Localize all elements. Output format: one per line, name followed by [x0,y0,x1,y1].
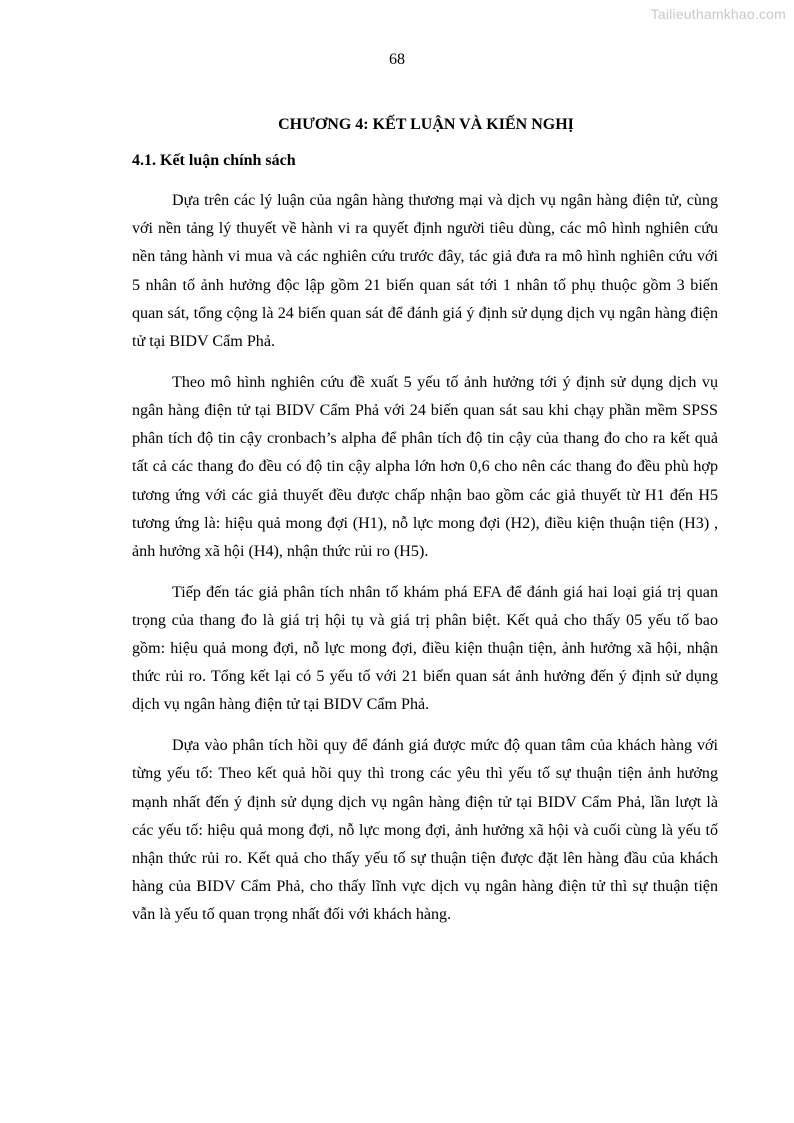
document-body [132,187,718,942]
watermark: Tailieuthamkhao.com [650,6,786,22]
paragraph-4: Dựa vào phân tích hồi quy để đánh giá được mức độ quan tâm của khách hàng với từng yếu tố: Theo kết quả hồi quy thì trong các yêu thì yếu tố sự thuận tiện ảnh hưởng mạnh nhất đến ý định sử dụng dịch vụ ngân hàng điện tử tại BIDV Cẩm Phả, lần lượt là các yếu tố: hiệu quả mong đợi, nỗ lực mong đợi, ảnh hưởng xã hội và cuối cùng là yếu tố nhận thức rủi ro. Kết quả cho thấy yếu tố sự thuận tiện được đặt lên hàng đầu của khách hàng của BIDV Cẩm Phả, cho thấy lĩnh vực dịch vụ ngân hàng điện tử thì sự thuận tiện vẫn là yếu tố quan trọng nhất đối với khách hàng. [132,737,718,924]
chapter-title: CHƯƠNG 4: KẾT LUẬN VÀ KIẾN NGHỊ [278,116,574,133]
paragraph-3: Tiếp đến tác giả phân tích nhân tố khám phá EFA để đánh giá hai loại giá trị quan trọng của thang đo là giá trị hội tụ và giá trị phân biệt. Kết quả cho thấy 05 yếu tố bao gồm: hiệu quả mong đợi, nỗ lực mong đợi, điều kiện thuận tiện, ảnh hưởng xã hội, nhận thức rủi ro. Tổng kết lại có 5 yếu tố với 21 biến quan sát ảnh hưởng đến ý định sử dụng dịch vụ ngân hàng điện tử tại BIDV Cẩm Phả. [132,583,718,714]
section-heading: 4.1. Kết luận chính sách [132,152,296,169]
paragraph-2: Theo mô hình nghiên cứu đề xuất 5 yếu tố ảnh hưởng tới ý định sử dụng dịch vụ ngân hàng điện tử tại BIDV Cẩm Phả với 24 biến quan sát sau khi chạy phần mềm SPSS phân tích độ tin cậy cronbach’s alpha để phân tích độ tin cậy của thang đo cho ra kết quả tất cả các thang đo đều có độ tin cậy alpha lớn hơn 0,6 cho nên các thang đo đều phù hợp tương ứng với các giả thuyết đều được chấp nhận bao gồm các giả thuyết từ H1 đến H5 tương ứng là: hiệu quả mong đợi (H1), nỗ lực mong đợi (H2), điều kiện thuận tiện (H3) , ảnh hưởng xã hội (H4), nhận thức rủi ro (H5). [132,373,718,560]
paragraph-1: Dựa trên các lý luận của ngân hàng thương mại và dịch vụ ngân hàng điện tử, cùng với nền tảng lý thuyết về hành vi ra quyết định người tiêu dùng, các mô hình nghiên cứu nền tảng hành vi mua và các nghiên cứu trước đây, tác giả đưa ra mô hình nghiên cứu với 5 nhân tố ảnh hưởng độc lập gồm 21 biến quan sát tới 1 nhân tố phụ thuộc gồm 3 biến quan sát, tổng cộng là 24 biến quan sát để đánh giá ý định sử dụng dịch vụ ngân hàng điện tử tại BIDV Cẩm Phả. [132,192,718,351]
page-number: 68 [389,51,405,68]
